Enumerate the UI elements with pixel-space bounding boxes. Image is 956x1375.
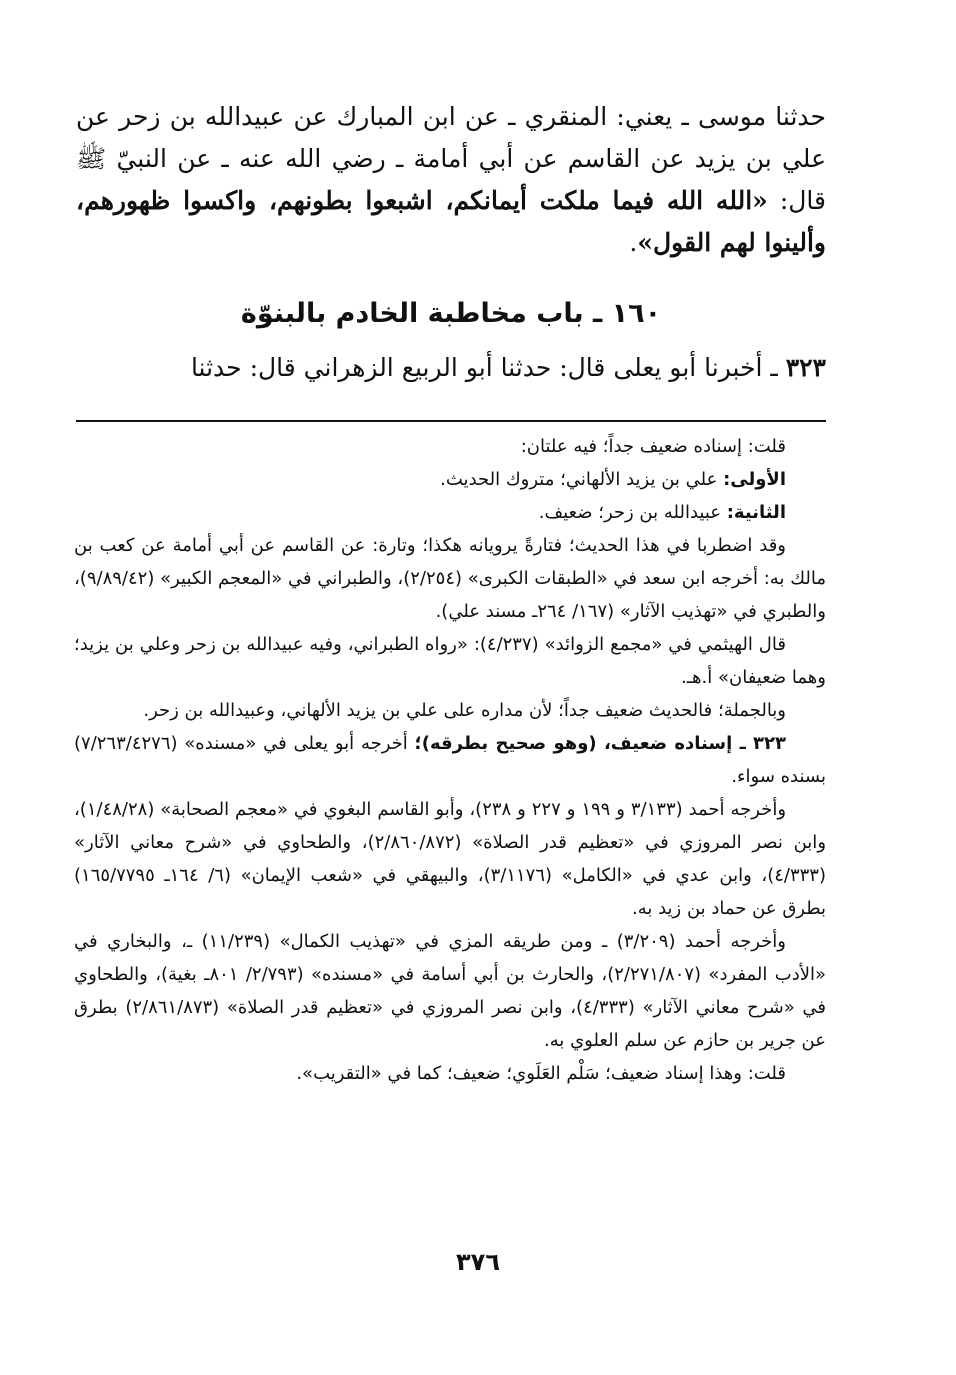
footnote-text: وأخرجه أحمد (٣/٢٠٩) ـ ومن طريقه المزي في «تهذيب الكمال» (١١/٢٣٩) ـ، والبخاري في «الأدب المفرد» (٢/٢٧١/٨٠٧)، والحارث بن أبي أسامة في «مسنده» (٢/٧٩٣/ ٨٠١ـ بغية)، والطحاوي في «شرح معاني الآثار» (٤/٣٣٣)، وابن نصر المروزي في «تعظيم قدر الصلاة» (٢/٨٦١/٨٧٣) بطرق عن جرير بن حازم عن سلم العلوي به.: [74, 931, 827, 1051]
footnote-text: قلت: وهذا إسناد ضعيف؛ سَلْم العَلَوي؛ ضعيف؛ كما في «التقريب».: [296, 1063, 786, 1084]
footnote-text: علي بن يزيد الألهاني؛ متروك الحديث.: [440, 469, 724, 490]
footnote-text: أخرجه أبو يعلى في «مسنده» (٧/٢٦٣/٤٢٧٦) بسنده سواء.: [74, 733, 826, 787]
hadith-quote: «الله الله فيما ملكت أيمانكم، اشبعوا بطونهم، واكسوا ظهورهم، وألينوا لهم القول»: [76, 186, 826, 257]
footnote-text: وبالجملة؛ فالحديث ضعيف جداً؛ لأن مداره على علي بن يزيد الألهاني، وعبيدالله بن زحر.: [143, 700, 786, 721]
footnote-paragraph: [74, 1057, 826, 1090]
footnote-text: وأخرجه أحمد (٣/١٣٣ و ١٩٩ و ٢٢٧ و ٢٣٨)، وأبو القاسم البغوي في «معجم الصحابة» (١/٤٨/٢٨)، وابن نصر المروزي في «تعظيم قدر الصلاة» (٢/٨٦٠/٨٧٢)، والطحاوي في «شرح معاني الآثار» (٤/٣٣٣)، وابن عدي في «الكامل» (٣/١١٧٦)، والبيهقي في «شعب الإيمان» (٦/ ١٦٤ـ ١٦٥/٧٧٩٥) بطرق عن حماد بن زيد به.: [74, 799, 827, 919]
hadith-start: [76, 348, 826, 388]
page-number: ٣٧٦: [456, 1248, 500, 1276]
footnote-divider: [76, 420, 826, 422]
footnote-text: عبيدالله بن زحر؛ ضعيف.: [538, 502, 727, 523]
footnote-line: [74, 496, 826, 529]
main-text: [76, 96, 826, 264]
footnote-line: [74, 463, 826, 496]
footnote-label: الثانية:: [726, 502, 786, 523]
footnote-line: قلت: إسناده ضعيف جداً؛ فيه علتان:: [520, 436, 786, 457]
footnote-paragraph: [74, 628, 826, 694]
hadith-text: ـ أخبرنا أبو يعلى قال: حدثنا أبو الربيع الزهراني قال: حدثنا: [190, 353, 786, 382]
main-paragraph-text: حدثنا موسى ـ يعني: المنقري ـ عن ابن المبارك عن عبيدالله بن زحر عن علي بن يزيد عن القاسم عن أبي أمامة ـ رضي الله عنه ـ عن النبيّ ﷺ قال:: [76, 102, 826, 215]
footnotes: [74, 430, 826, 1090]
footnote-paragraph: [74, 727, 826, 793]
footnote-paragraph: [74, 925, 826, 1057]
footnote-text: وقد اضطربا في هذا الحديث؛ فتارةً يرويانه هكذا؛ وتارة: عن القاسم عن أبي أمامة عن كعب بن مالك به: أخرجه ابن سعد في «الطبقات الكبرى» (٢/٢٥٤)، والطبراني في «المعجم الكبير» (٩/٨٩/٤٢)، والطبري في «تهذيب الآثار» (١٦٧/ ٢٦٤ـ مسند علي).: [74, 535, 826, 622]
footnote-text: قال الهيثمي في «مجمع الزوائد» (٤/٢٣٧): «رواه الطبراني، وفيه عبيدالله بن زحر وعلي بن يزيد؛ وهما ضعيفان» أ.هـ.: [74, 634, 826, 688]
footnote-paragraph: [74, 694, 826, 727]
footnote-label: الأولى:: [723, 469, 786, 490]
footnote-paragraph: [74, 529, 826, 628]
chapter-title: ١٦٠ ـ باب مخاطبة الخادم بالبنوّة: [240, 298, 662, 329]
hadith-number: ٣٢٣: [785, 353, 826, 382]
main-paragraph: [76, 96, 826, 264]
footnote-paragraph: [74, 793, 826, 925]
footnote-bold: ٣٢٣ ـ إسناده ضعيف، (وهو صحيح بطرقه)؛: [414, 733, 786, 754]
main-paragraph-end: .: [629, 228, 638, 257]
